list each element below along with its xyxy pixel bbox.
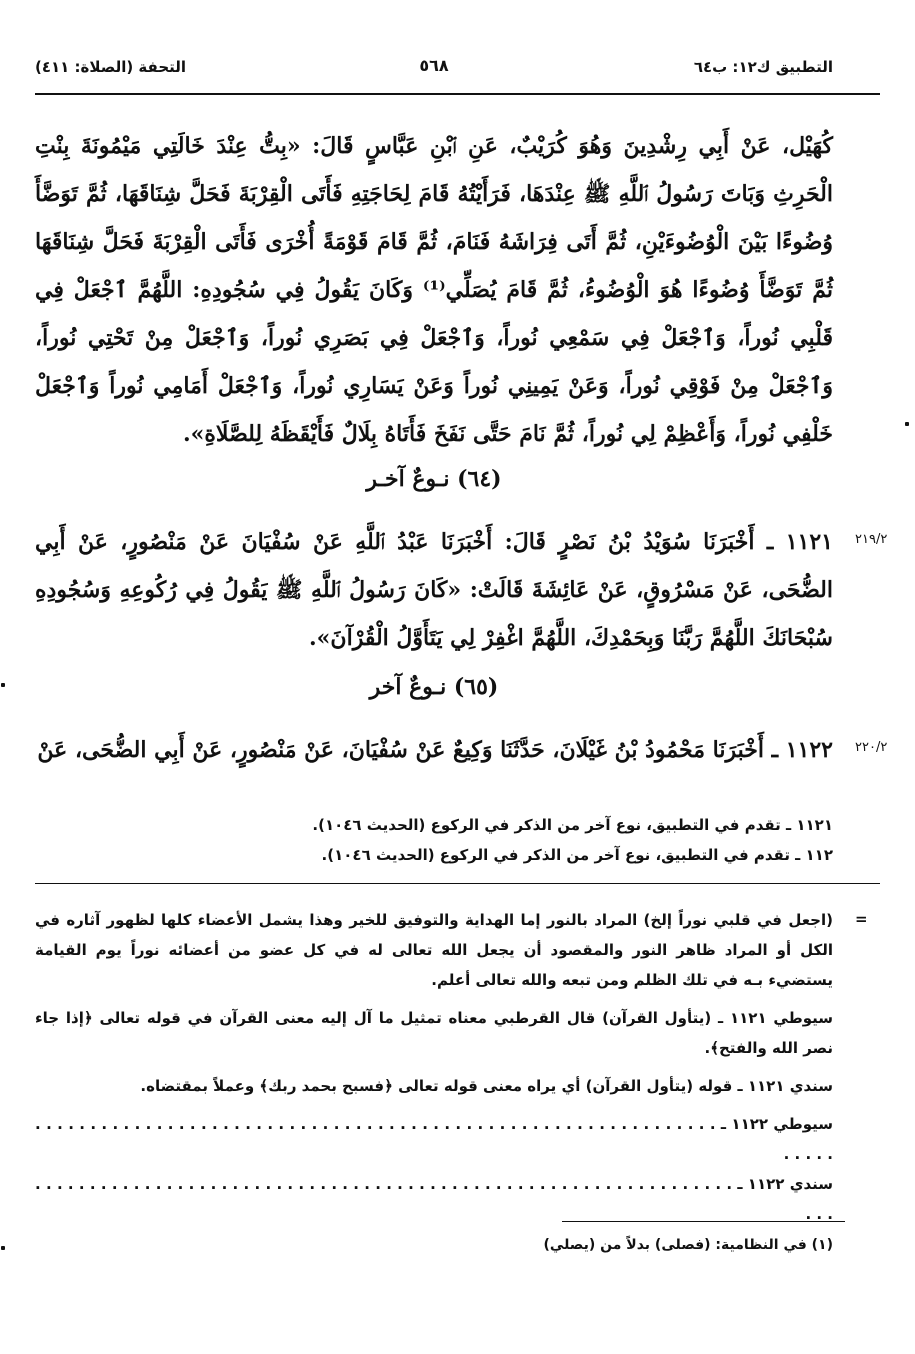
cross-references	[35, 810, 833, 870]
dotted-leader: . . . . . . . . . . . . . . . . . . . . . . . . . . . . . . . . . . . . . . . . . . . . . . . . . . . . . . . . . . . . . . . . . . .	[35, 1175, 833, 1223]
running-header	[35, 56, 833, 82]
header-tuhfa-ref: التحفة (الصلاة: ٤١١)	[35, 58, 187, 76]
cross-ref-line: ١١٢١ ـ تقدم في التطبيق، نوع آخر من الذكر في الركوع (الحديث ١٠٤٦).	[312, 816, 833, 834]
footnote: (١) في النظامية: (فصلى) بدلاً من (يصلي)	[543, 1237, 833, 1253]
hadith-1122: ١١٢٢ ـ أَخْبَرَنَا مَحْمُودُ بْنُ غَيْلَانَ، حَدَّثَنَا وَكِيعٌ عَنْ سُفْيَانَ، عَنْ مَنْصُورٍ، عَنْ أَبِي الضُّحَى، عَنْ	[37, 737, 833, 763]
commentary-entry-label: سيوطي ١١٢٢ ـ	[720, 1115, 833, 1133]
cross-ref-line: ١١٢ ـ تقدم في التطبيق، نوع آخر من الذكر في الركوع (الحديث ١٠٤٦).	[321, 846, 833, 864]
page-number: ٥٦٨	[419, 56, 449, 75]
header-divider	[35, 93, 880, 95]
commentary-note: سيوطي ١١٢١ ـ (يتأول القرآن) قال القرطبي معناه تمثيل ما آل إليه معنى القرآن في قوله تعالى ﴿إذا جاء نصر الله والفتح﴾.	[35, 1009, 833, 1057]
hadith-continuation: كُهَيْل، عَنْ أَبِي رِشْدِينَ وَهُوَ كُرَيْبٌ، عَنِ ٱبْنِ عَبَّاسٍ قَالَ: «بِتُّ عِنْدَ خَالَتِي مَيْمُونَةَ بِنْتِ الْحَرِثِ وَبَاتَ رَسُولُ ٱللَّهِ ﷺ عِنْدَهَا، فَرَأَيْتُهُ قَامَ لِحَاجَتِهِ فَأَتَى الْقِرْبَةَ فَحَلَّ شِنَاقَهَا، ثُمَّ تَوَضَّأَ وُضُوءًا بَيْنَ الْوُضُوءَيْنِ، ثُمَّ أَتَى فِرَاشَهُ فَنَامَ، ثُمَّ قَامَ قَوْمَةً أُخْرَى فَأَتَى الْقِرْبَةَ فَحَلَّ شِنَاقَهَا ثُمَّ تَوَضَّأَ وُضُوءًا هُوَ الْوُضُوءُ، ثُمَّ قَامَ يُصَلِّي⁽¹⁾ وَكَانَ يَقُولُ فِي سُجُودِهِ: اللَّهُمَّ ٱجْعَلْ فِي قَلْبِي نُوراً، وَٱجْعَلْ فِي سَمْعِي نُوراً، وَٱجْعَلْ فِي بَصَرِي نُوراً، وَٱجْعَلْ مِنْ تَحْتِي نُوراً، وَٱجْعَلْ مِنْ فَوْقِي نُوراً، وَعَنْ يَمِينِي نُوراً وَعَنْ يَسَارِي نُوراً، وَٱجْعَلْ أَمَامِي نُوراً وَٱجْعَلْ خَلْفِي نُوراً، وَأَعْظِمْ لِي نُوراً، ثُمَّ نَامَ حَتَّى نَفَخَ فَأَتَاهُ بِلَالٌ فَأَيْقَظَهُ لِلصَّلَاةِ».	[35, 133, 833, 447]
footnote-divider	[562, 1221, 845, 1222]
commentary-entry-label: سندي ١١٢٢ ـ	[737, 1175, 833, 1193]
margin-ref-1122: ٢٢٠/٢	[855, 740, 888, 755]
continuation-marker: =	[855, 910, 868, 928]
commentary-divider	[35, 883, 880, 884]
commentary-empty-entry	[35, 1169, 833, 1229]
commentary	[35, 905, 833, 1229]
hadith-1121: ١١٢١ ـ أَخْبَرَنَا سُوَيْدُ بْنُ نَصْرٍ قَالَ: أَخْبَرَنَا عَبْدُ ٱللَّهِ عَنْ سُفْيَانَ عَنْ مَنْصُورٍ، عَنْ أَبِي الضُّحَى، عَنْ مَسْرُوقٍ، عَنْ عَائِشَةَ قَالَتْ: «كَانَ رَسُولُ ٱللَّهِ ﷺ يَقُولُ فِي رُكُوعِهِ وَسُجُودِهِ سُبْحَانَكَ اللَّهُمَّ رَبَّنَا وَبِحَمْدِكَ، اللَّهُمَّ اغْفِرْ لِي يَتَأَوَّلُ الْقُرْآنَ».	[35, 529, 833, 651]
scan-edge-mark	[1, 683, 5, 687]
header-chapter-ref: التطبيق ك١٢: ب٦٤	[693, 58, 833, 76]
commentary-empty-entry	[35, 1109, 833, 1169]
section-heading-65: (٦٥) نـوعٌ آخر	[369, 674, 499, 700]
commentary-note: (اجعل في قلبي نوراً إلخ) المراد بالنور إما الهداية والتوفيق للخير وهذا يشمل الأعضاء كلها لظهور آثاره في الكل أو المراد ظاهر النور والمقصود أن يجعل الله تعالى له في كل عضو من أعضائه نوراً يوم القيامة يستضيء بـه في تلك الظلم ومن تبعه والله تعالى أعلم.	[35, 911, 833, 989]
scan-edge-mark	[905, 422, 909, 426]
margin-ref-1121: ٢١٩/٢	[855, 532, 888, 547]
commentary-note: سندي ١١٢١ ـ قوله (يتأول القرآن) أي يراه معنى قوله تعالى ﴿فسبح بحمد ربك﴾ وعملاً بمقتضاه.	[140, 1077, 833, 1095]
scan-edge-mark	[1, 1246, 5, 1250]
section-heading-64: (٦٤) نـوعٌ آخـر	[366, 466, 502, 492]
dotted-leader: . . . . . . . . . . . . . . . . . . . . . . . . . . . . . . . . . . . . . . . . . . . . . . . . . . . . . . . . . . . . . . . . . . .	[35, 1115, 833, 1163]
